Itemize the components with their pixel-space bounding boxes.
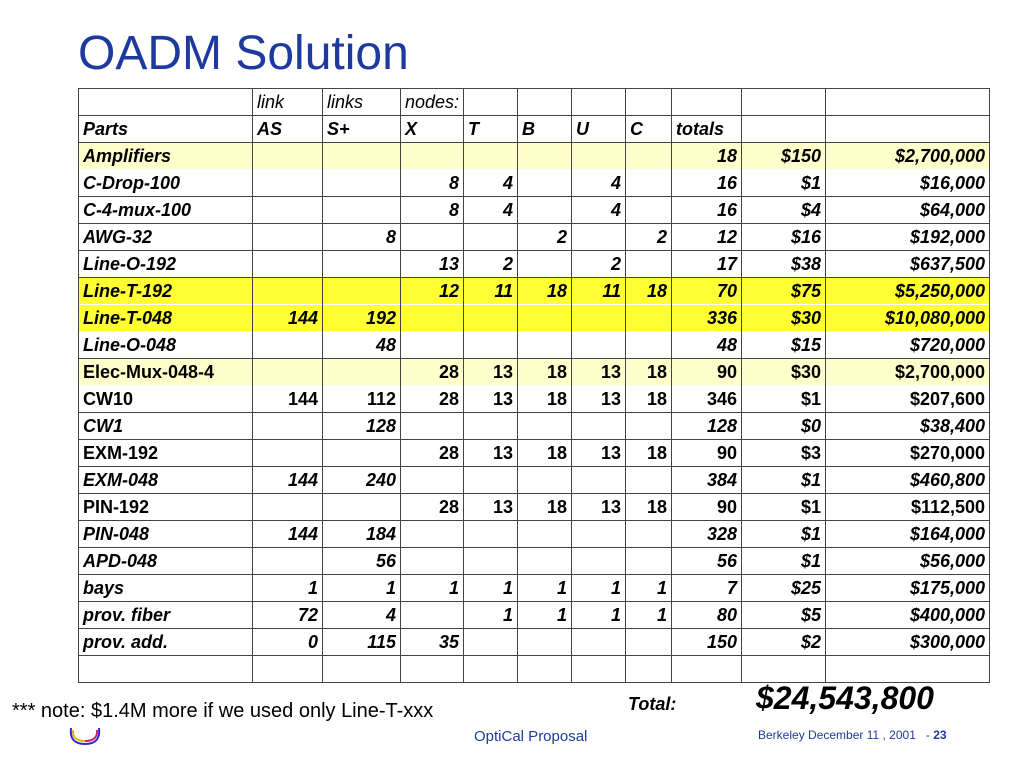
table-cell: link <box>253 89 323 116</box>
table-cell <box>626 467 672 494</box>
table-cell <box>626 521 672 548</box>
table-cell: 18 <box>518 359 572 386</box>
table-cell <box>401 602 464 629</box>
table-cell: 1 <box>626 575 672 602</box>
table-cell: 17 <box>672 251 742 278</box>
table-cell <box>253 440 323 467</box>
table-cell <box>518 548 572 575</box>
table-cell: 72 <box>253 602 323 629</box>
table-cell: 0 <box>253 629 323 656</box>
table-cell: 7 <box>672 575 742 602</box>
table-cell <box>826 116 990 143</box>
table-cell: 18 <box>518 440 572 467</box>
table-cell: 1 <box>518 575 572 602</box>
table-cell <box>323 656 401 683</box>
table-cell: 346 <box>672 386 742 413</box>
table-row <box>79 629 990 656</box>
table-cell: $637,500 <box>826 251 990 278</box>
table-cell <box>626 656 672 683</box>
table-cell: 1 <box>323 575 401 602</box>
table-cell <box>464 224 518 251</box>
logo-icon <box>68 726 102 746</box>
table-cell <box>626 548 672 575</box>
table-cell <box>401 332 464 359</box>
table-cell: $4 <box>742 197 826 224</box>
table-row <box>79 305 990 332</box>
table-cell: bays <box>79 575 253 602</box>
table-cell: 4 <box>572 197 626 224</box>
table-cell <box>572 224 626 251</box>
table-cell <box>253 548 323 575</box>
table-row <box>79 278 990 305</box>
table-cell: $1 <box>742 494 826 521</box>
table-cell: 1 <box>464 602 518 629</box>
table-cell <box>518 251 572 278</box>
table-cell: 1 <box>572 575 626 602</box>
table-cell: 56 <box>672 548 742 575</box>
table-cell: $207,600 <box>826 386 990 413</box>
table-cell: Parts <box>79 116 253 143</box>
table-cell: 56 <box>323 548 401 575</box>
table-cell <box>572 467 626 494</box>
table-cell: 144 <box>253 467 323 494</box>
table-cell: 18 <box>626 440 672 467</box>
table-cell <box>253 170 323 197</box>
table-row <box>79 548 990 575</box>
table-cell: $1 <box>742 521 826 548</box>
table-cell <box>626 143 672 170</box>
table-cell: 1 <box>572 602 626 629</box>
table-cell: 2 <box>518 224 572 251</box>
table-cell: 18 <box>626 278 672 305</box>
table-cell: 90 <box>672 494 742 521</box>
table-cell: 13 <box>464 386 518 413</box>
table-cell: $5,250,000 <box>826 278 990 305</box>
table-cell: 11 <box>464 278 518 305</box>
table-cell <box>626 413 672 440</box>
table-cell: $0 <box>742 413 826 440</box>
table-cell: 16 <box>672 197 742 224</box>
table-cell: 4 <box>464 197 518 224</box>
table-cell: 90 <box>672 440 742 467</box>
table-row <box>79 197 990 224</box>
table-cell: $460,800 <box>826 467 990 494</box>
table-row <box>79 359 990 386</box>
table-cell: APD-048 <box>79 548 253 575</box>
table-cell <box>253 656 323 683</box>
table-cell <box>464 548 518 575</box>
table-cell: $150 <box>742 143 826 170</box>
table-cell: $300,000 <box>826 629 990 656</box>
table-cell: $38,400 <box>826 413 990 440</box>
table-cell: 144 <box>253 305 323 332</box>
table-cell: $3 <box>742 440 826 467</box>
table-cell: 8 <box>401 170 464 197</box>
table-cell <box>401 143 464 170</box>
table-cell: 1 <box>626 602 672 629</box>
table-cell: $64,000 <box>826 197 990 224</box>
table-cell <box>79 89 253 116</box>
table-cell: Line-O-192 <box>79 251 253 278</box>
table-cell: 18 <box>626 359 672 386</box>
table-cell: $2,700,000 <box>826 143 990 170</box>
table-row <box>79 440 990 467</box>
table-cell <box>572 629 626 656</box>
table-cell: Amplifiers <box>79 143 253 170</box>
table-cell: 48 <box>672 332 742 359</box>
table-cell <box>464 413 518 440</box>
table-cell: $192,000 <box>826 224 990 251</box>
table-cell: 16 <box>672 170 742 197</box>
table-cell <box>518 89 572 116</box>
table-cell: 48 <box>323 332 401 359</box>
table-cell <box>253 413 323 440</box>
table-cell: Line-O-048 <box>79 332 253 359</box>
table-cell: PIN-192 <box>79 494 253 521</box>
footer-center: OptiCal Proposal <box>474 728 588 745</box>
table-cell <box>464 656 518 683</box>
table-cell: 2 <box>626 224 672 251</box>
table-cell: 13 <box>464 494 518 521</box>
table-row <box>79 494 990 521</box>
table-cell: 18 <box>518 494 572 521</box>
table-cell: CW1 <box>79 413 253 440</box>
table-cell: 28 <box>401 440 464 467</box>
table-cell <box>826 656 990 683</box>
table-cell <box>572 305 626 332</box>
table-cell: $400,000 <box>826 602 990 629</box>
table-row <box>79 224 990 251</box>
table-cell <box>464 629 518 656</box>
table-cell <box>572 521 626 548</box>
table-cell: 192 <box>323 305 401 332</box>
table-cell: $1 <box>742 386 826 413</box>
table-cell: 144 <box>253 521 323 548</box>
table-cell: $1 <box>742 467 826 494</box>
table-cell <box>253 197 323 224</box>
table-cell <box>323 143 401 170</box>
table-cell <box>742 656 826 683</box>
table-row-empty <box>79 656 990 683</box>
table-cell: EXM-048 <box>79 467 253 494</box>
table-cell <box>626 89 672 116</box>
table-cell <box>253 359 323 386</box>
table-cell <box>518 332 572 359</box>
parts-table <box>78 88 990 683</box>
table-cell: $720,000 <box>826 332 990 359</box>
table-cell: 18 <box>518 278 572 305</box>
table-cell <box>401 305 464 332</box>
table-cell: $30 <box>742 359 826 386</box>
table-cell: 12 <box>401 278 464 305</box>
table-cell <box>518 656 572 683</box>
table-cell: AWG-32 <box>79 224 253 251</box>
table-cell <box>323 278 401 305</box>
table-cell <box>572 332 626 359</box>
table-cell: $270,000 <box>826 440 990 467</box>
table-cell: 328 <box>672 521 742 548</box>
table-row <box>79 386 990 413</box>
table-cell: 28 <box>401 359 464 386</box>
table-cell: 150 <box>672 629 742 656</box>
page-separator: - <box>925 728 930 742</box>
table-cell: 13 <box>572 386 626 413</box>
table-cell <box>742 89 826 116</box>
table-cell: $38 <box>742 251 826 278</box>
table-cell <box>626 197 672 224</box>
table-cell: 4 <box>323 602 401 629</box>
table-cell <box>464 143 518 170</box>
table-cell: 13 <box>464 440 518 467</box>
table-cell: 1 <box>518 602 572 629</box>
table-cell <box>572 656 626 683</box>
table-cell: 28 <box>401 386 464 413</box>
table-cell <box>401 413 464 440</box>
table-row <box>79 251 990 278</box>
table-cell: T <box>464 116 518 143</box>
table-cell: Line-T-048 <box>79 305 253 332</box>
table-cell: 128 <box>323 413 401 440</box>
table-cell <box>401 521 464 548</box>
total-label: Total: <box>628 694 677 714</box>
table-cell: 2 <box>572 251 626 278</box>
table-row <box>79 143 990 170</box>
table-cell: Line-T-192 <box>79 278 253 305</box>
table-cell: $16,000 <box>826 170 990 197</box>
table-cell: 115 <box>323 629 401 656</box>
table-cell: 13 <box>401 251 464 278</box>
table-cell <box>518 413 572 440</box>
table-cell: S+ <box>323 116 401 143</box>
table-cell: 13 <box>464 359 518 386</box>
table-cell <box>518 143 572 170</box>
table-cell: $56,000 <box>826 548 990 575</box>
table-cell <box>572 143 626 170</box>
table-cell: 4 <box>464 170 518 197</box>
table-cell: U <box>572 116 626 143</box>
table-row <box>79 332 990 359</box>
table-cell <box>401 467 464 494</box>
table-cell <box>79 656 253 683</box>
table-cell <box>672 656 742 683</box>
footer-date: Berkeley December 11 , 2001 <box>758 728 916 742</box>
table-cell: nodes: <box>401 89 464 116</box>
table-cell <box>826 89 990 116</box>
table-cell <box>572 548 626 575</box>
table-cell: 13 <box>572 494 626 521</box>
table-cell <box>323 359 401 386</box>
table-cell: 1 <box>464 575 518 602</box>
table-cell: 112 <box>323 386 401 413</box>
table-cell <box>323 251 401 278</box>
table-cell: $164,000 <box>826 521 990 548</box>
table-cell <box>323 170 401 197</box>
table-cell <box>672 89 742 116</box>
table-cell: 13 <box>572 359 626 386</box>
table-cell <box>518 629 572 656</box>
page-number: 23 <box>933 728 947 742</box>
table-cell: $15 <box>742 332 826 359</box>
table-cell: $1 <box>742 548 826 575</box>
table-cell: 35 <box>401 629 464 656</box>
table-cell: C <box>626 116 672 143</box>
table-cell: 128 <box>672 413 742 440</box>
table-cell <box>572 89 626 116</box>
note-text: *** note: $1.4M more if we used only Line-T-xxx <box>0 696 445 727</box>
table-cell: 336 <box>672 305 742 332</box>
table-cell <box>518 305 572 332</box>
table-cell: 13 <box>572 440 626 467</box>
table-cell: 1 <box>401 575 464 602</box>
table-cell: $2,700,000 <box>826 359 990 386</box>
table-cell: $25 <box>742 575 826 602</box>
total-value: $24,543,800 <box>756 680 934 716</box>
table-cell <box>464 521 518 548</box>
table-cell: totals <box>672 116 742 143</box>
table-cell <box>518 521 572 548</box>
table-cell: $112,500 <box>826 494 990 521</box>
table-cell <box>626 332 672 359</box>
table-cell: 18 <box>626 386 672 413</box>
table-cell <box>323 440 401 467</box>
table-cell: C-Drop-100 <box>79 170 253 197</box>
table-cell: prov. add. <box>79 629 253 656</box>
table-cell <box>626 170 672 197</box>
table-cell: 12 <box>672 224 742 251</box>
table-cell <box>253 332 323 359</box>
table-cell: X <box>401 116 464 143</box>
table-cell <box>253 251 323 278</box>
table-cell <box>518 197 572 224</box>
table-cell <box>253 278 323 305</box>
table-header-row <box>79 89 990 116</box>
table-cell: EXM-192 <box>79 440 253 467</box>
table-cell: 240 <box>323 467 401 494</box>
table-cell <box>323 197 401 224</box>
table-cell: 18 <box>626 494 672 521</box>
table-cell: $5 <box>742 602 826 629</box>
table-cell <box>323 494 401 521</box>
table-cell <box>518 467 572 494</box>
table-cell: B <box>518 116 572 143</box>
table-header-row <box>79 116 990 143</box>
table-cell <box>464 89 518 116</box>
table-cell: $75 <box>742 278 826 305</box>
table-cell: C-4-mux-100 <box>79 197 253 224</box>
table-cell: PIN-048 <box>79 521 253 548</box>
table-cell: 8 <box>401 197 464 224</box>
table-row <box>79 602 990 629</box>
table-cell: AS <box>253 116 323 143</box>
table-cell: $1 <box>742 170 826 197</box>
table-cell: links <box>323 89 401 116</box>
table-cell: 18 <box>672 143 742 170</box>
slide-title: OADM Solution <box>78 27 409 80</box>
table-cell: 2 <box>464 251 518 278</box>
table-cell: $16 <box>742 224 826 251</box>
table-cell: 90 <box>672 359 742 386</box>
table-cell: $30 <box>742 305 826 332</box>
table-cell: 1 <box>253 575 323 602</box>
table-cell <box>742 116 826 143</box>
table-cell <box>464 467 518 494</box>
table-cell: prov. fiber <box>79 602 253 629</box>
table-cell: CW10 <box>79 386 253 413</box>
table-cell: 11 <box>572 278 626 305</box>
table-cell: 144 <box>253 386 323 413</box>
table-cell: 28 <box>401 494 464 521</box>
table-cell <box>253 494 323 521</box>
table-cell <box>401 656 464 683</box>
table-row <box>79 575 990 602</box>
table-cell: 4 <box>572 170 626 197</box>
table-cell: 70 <box>672 278 742 305</box>
table-cell <box>253 143 323 170</box>
table-cell <box>253 224 323 251</box>
table-cell: 80 <box>672 602 742 629</box>
table-row <box>79 413 990 440</box>
table-cell: 384 <box>672 467 742 494</box>
footer-right <box>758 728 947 742</box>
table-cell: Elec-Mux-048-4 <box>79 359 253 386</box>
table-cell <box>401 224 464 251</box>
table-cell <box>626 305 672 332</box>
table-cell: 8 <box>323 224 401 251</box>
table-cell <box>464 305 518 332</box>
table-cell <box>572 413 626 440</box>
table-row <box>79 170 990 197</box>
table-cell <box>464 332 518 359</box>
table-row <box>79 467 990 494</box>
table-cell: 184 <box>323 521 401 548</box>
table-row <box>79 521 990 548</box>
table-cell <box>518 170 572 197</box>
table-cell: $10,080,000 <box>826 305 990 332</box>
table-cell <box>626 251 672 278</box>
table-cell <box>626 629 672 656</box>
table-cell: $175,000 <box>826 575 990 602</box>
table-cell <box>401 548 464 575</box>
table-cell: $2 <box>742 629 826 656</box>
table-cell: 18 <box>518 386 572 413</box>
